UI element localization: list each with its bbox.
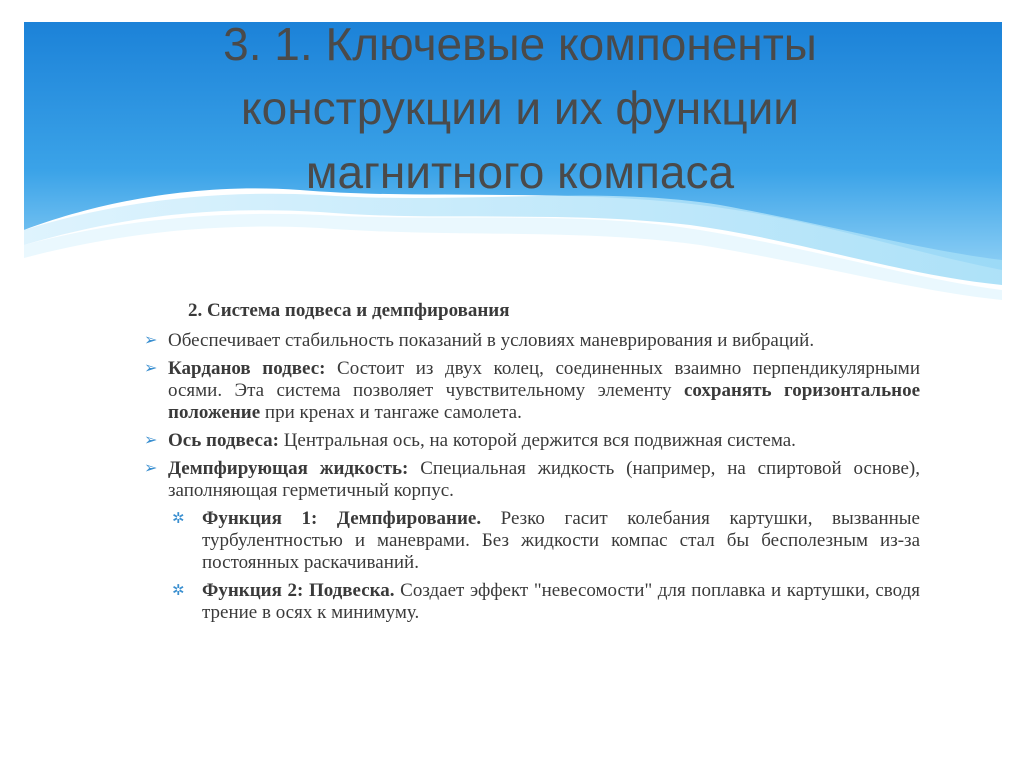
sub-bullet-text: Резко гасит колебания картушки, вызванные турбулентностью и маневрами. Без жидкости компас стал бы бесполезным из-за постоянных раскачиваний. (202, 508, 920, 573)
bullet-term: Демпфирующая жидкость: (168, 458, 409, 479)
title-line-2: конструкции и их функции (241, 82, 799, 134)
bullet-item (140, 330, 920, 352)
arrow-bullet-icon: ➢ (144, 460, 158, 477)
section-subheading: 2. Система подвеса и демпфирования (188, 300, 510, 321)
asterisk-bullet-icon: ✲ (172, 583, 185, 599)
bullet-term: Ось подвеса: (168, 430, 279, 451)
sub-bullet-term: Функция 1: Демпфирование. (202, 508, 482, 529)
bullet-item (140, 358, 920, 424)
bullet-term: Карданов подвес: (168, 358, 326, 379)
arrow-bullet-icon: ➢ (144, 332, 158, 349)
bullet-text: Центральная ось, на которой держится вся подвижная система. (278, 430, 796, 451)
sub-bullet-item (140, 580, 920, 624)
bullet-text: Обеспечивает стабильность показаний в условиях маневрирования и вибраций. (168, 330, 815, 351)
asterisk-bullet-icon: ✲ (172, 511, 185, 527)
page-title (110, 12, 930, 204)
bullet-text: Состоит из двух колец, соединенных взаимно перпендикулярными осями. Эта система позволяет чувствительному элементу (168, 358, 920, 401)
title-line-1: 3. 1. Ключевые компоненты (223, 18, 817, 70)
title-line-3: магнитного компаса (305, 146, 735, 198)
arrow-bullet-icon: ➢ (144, 432, 158, 449)
slide-content (140, 300, 920, 630)
sub-bullet-item (140, 508, 920, 574)
bullet-text: Специальная жидкость (например, на спиртовой основе), заполняющая герметичный корпус. (168, 458, 920, 501)
bullet-text-continued: при кренах и тангаже самолета. (260, 402, 522, 423)
bullet-item (140, 430, 920, 452)
bullet-emphasis: сохранять горизонтальное положение (168, 380, 921, 423)
bullet-item (140, 458, 920, 502)
sub-bullet-text: Создает эффект "невесомости" для поплавка и картушки, сводя трение в осях к минимуму. (202, 580, 921, 623)
sub-bullet-term: Функция 2: Подвеска. (202, 580, 395, 601)
arrow-bullet-icon: ➢ (144, 360, 158, 377)
